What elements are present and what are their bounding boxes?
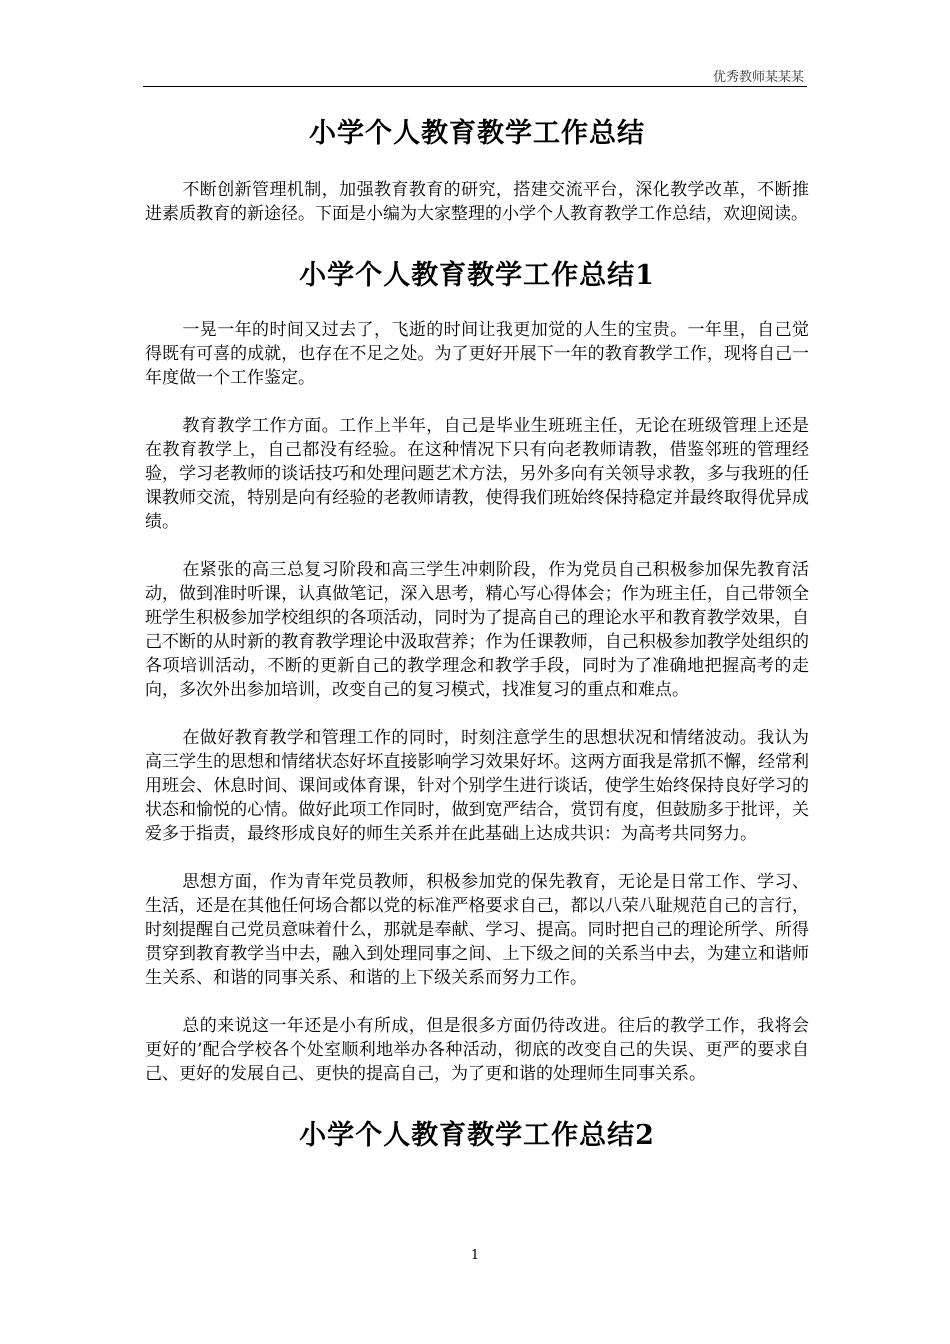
section-1-paragraph-1: 一晃一年的时间又过去了，飞逝的时间让我更加觉的人生的宝贵。一年里，自己觉得既有可喜的成就，也存在不足之处。为了更好开展下一年的教育教学工作，现将自己一年度做一个工作鉴定。 xyxy=(145,320,809,388)
section-1-paragraph-6: 总的来说这一年还是小有所成，但是很多方面仍待改进。往后的教学工作，我将会更好的’配合学校各个处室顺利地举办各种活动，彻底的改变自己的失误、更严的要求自己、更好的发展自己、更快的提高自己，为了更和谐的处理师生同事关系。 xyxy=(145,1016,809,1084)
page-header-text: 优秀教师某某某 xyxy=(712,70,804,85)
document-body xyxy=(145,112,809,1178)
document-title: 小学个人教育教学工作总结 xyxy=(309,118,645,149)
section-1-paragraph-5: 思想方面，作为青年党员教师，积极参加党的保先教育，无论是日常工作、学习、生活，还是在其他任何场合都以党的标准严格要求自己，都以八荣八耻规范自己的言行，时刻提醒自己党员意味着什么，那就是奉献、学习、提高。同时把自己的理论所学、所得贯穿到教育教学当中去，融入到处理同事之间、上下级之间的关系当中去，为建立和谐师生关系、和谐的同事关系、和谐的上下级关系而努力工作。 xyxy=(145,872,809,988)
header-divider xyxy=(143,86,807,87)
page-number: 1 xyxy=(470,1248,480,1263)
section-2-title: 小学个人教育教学工作总结2 xyxy=(299,1120,655,1151)
intro-paragraph: 不断创新管理机制，加强教育教育的研究，搭建交流平台，深化教学改革，不断推进素质教育的新途径。下面是小编为大家整理的小学个人教育教学工作总结，欢迎阅读。 xyxy=(145,180,809,224)
section-1-paragraph-4: 在做好教育教学和管理工作的同时，时刻注意学生的思想状况和情绪波动。我认为高三学生的思想和情绪状态好坏直接影响学习效果好坏。这两方面我是常抓不懈，经常利用班会、休息时间、课间或体育课，针对个别学生进行谈话，使学生始终保持良好学习的状态和愉悦的心情。做好此项工作同时，做到宽严结合，赏罚有度，但鼓励多于批评，关爱多于指责，最终形成良好的师生关系并在此基础上达成共识：为高考共同努力。 xyxy=(145,728,809,844)
section-1-paragraph-3: 在紧张的高三总复习阶段和高三学生冲刺阶段，作为党员自己积极参加保先教育活动，做到准时听课，认真做笔记，深入思考，精心写心得体会；作为班主任，自己带领全班学生积极参加学校组织的各项活动，同时为了提高自己的理论水平和教育教学效果，自己不断的从时新的教育教学理论中汲取营养；作为任课教师，自己积极参加教学处组织的各项培训活动，不断的更新自己的教学理念和教学手段，同时为了准确地把握高考的走向，多次外出参加培训，改变自己的复习模式，找准复习的重点和难点。 xyxy=(145,560,809,700)
section-1-title: 小学个人教育教学工作总结1 xyxy=(299,260,655,291)
section-1-paragraph-2: 教育教学工作方面。工作上半年，自己是毕业生班班主任，无论在班级管理上还是在教育教学上，自己都没有经验。在这种情况下只有向老教师请教，借鉴邻班的管理经验，学习老教师的谈话技巧和处理问题艺术方法，另外多向有关领导求教，多与我班的任课教师交流，特别是向有经验的老教师请教，使得我们班始终保持稳定并最终取得优异成绩。 xyxy=(145,416,809,532)
